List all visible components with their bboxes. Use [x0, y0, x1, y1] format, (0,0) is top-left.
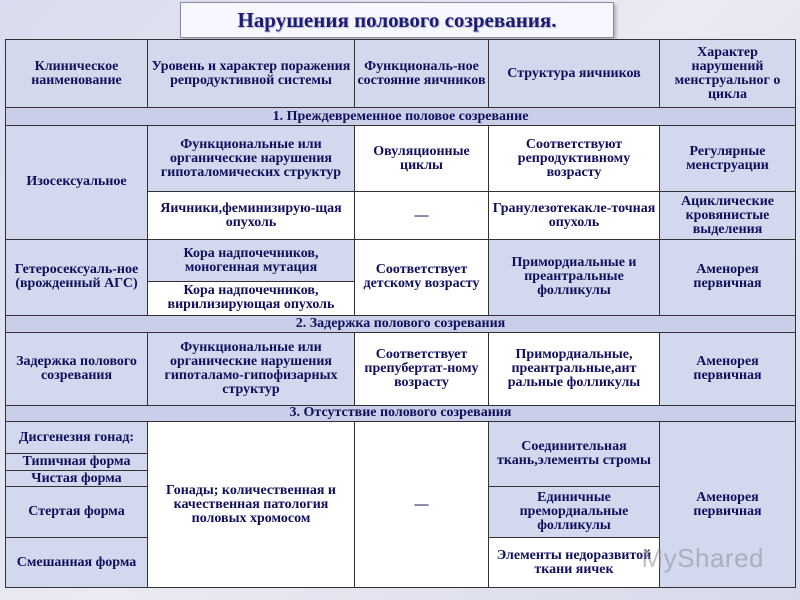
typical-form: Типичная форма: [6, 454, 148, 471]
header-functional-state: Функциональ-ное состояние яичников: [355, 40, 489, 108]
absence-structure-3: Элементы недоразвитой ткани яичек: [489, 538, 660, 588]
header-clinical-name: Клиническое наименование: [6, 40, 148, 108]
isosexual-name: Изосексуальное: [6, 125, 148, 239]
heterosexual-name: Гетеросексуаль-ное (врожденный АГС): [6, 239, 148, 315]
isosexual-structure-1: Соответствуют репродуктивному возрасту: [489, 125, 660, 191]
table-row: [6, 422, 796, 454]
puberty-disorders-table: [5, 39, 796, 588]
table-row: [6, 333, 796, 406]
erased-form: Стертая форма: [6, 487, 148, 538]
absence-function: —: [355, 422, 489, 588]
absence-cycle: Аменорея первичная: [660, 422, 796, 588]
isosexual-cycle-1: Регулярные менструации: [660, 125, 796, 191]
table-row: [6, 125, 796, 191]
heterosexual-function: Соответствует детскому возрасту: [355, 239, 489, 315]
header-ovary-structure: Структура яичников: [489, 40, 660, 108]
isosexual-structure-2: Гранулезотекакле-точная опухоль: [489, 192, 660, 240]
table-row: [6, 239, 796, 281]
pure-form: Чистая форма: [6, 470, 148, 487]
section-delay: 2. Задержка полового созревания: [6, 315, 796, 333]
header-level-character: Уровень и характер поражения репродуктивной системы: [148, 40, 355, 108]
isosexual-level-1: Функциональные или органические нарушения гипоталомических структур: [148, 125, 355, 191]
delay-level: Функциональные или органические нарушения гипоталамо-гипофизарных структур: [148, 333, 355, 406]
header-menstrual-cycle: Характер нарушений менструальног о цикла: [660, 40, 796, 108]
mixed-form: Смешанная форма: [6, 538, 148, 588]
delay-function: Соответствует препубертат-ному возрасту: [355, 333, 489, 406]
isosexual-cycle-2: Ациклические кровянистые выделения: [660, 192, 796, 240]
watermark-text: MyShared: [641, 543, 764, 573]
delay-name: Задержка полового созревания: [6, 333, 148, 406]
delay-structure: Примордиальные, преантральные,ант ральные фолликулы: [489, 333, 660, 406]
isosexual-function-1: Овуляционные циклы: [355, 125, 489, 191]
absence-structure-2: Единичные премордиальные фолликулы: [489, 487, 660, 538]
heterosexual-structure: Примордиальные и преантральные фолликулы: [489, 239, 660, 315]
heterosexual-level-2: Кора надпочечников, вирилизирующая опухоль: [148, 282, 355, 315]
heterosexual-cycle: Аменорея первичная: [660, 239, 796, 315]
absence-level: Гонады; количественная и качественная патология половых хромосом: [148, 422, 355, 588]
absence-structure-1: Соединительная ткань,элементы стромы: [489, 422, 660, 487]
section-absence: 3. Отсутствие полового созревания: [6, 405, 796, 422]
section-premature: 1. Преждевременное половое созревание: [6, 108, 796, 126]
header-row: [6, 40, 796, 108]
isosexual-level-2: Яичники,феминизирую-щая опухоль: [148, 192, 355, 240]
title-box: [180, 2, 614, 38]
heterosexual-level-1: Кора надпочечников, моногенная мутация: [148, 239, 355, 281]
dysgenesis-label: Дисгенезия гонад:: [6, 422, 148, 454]
page-title: Нарушения полового созревания.: [237, 7, 557, 32]
isosexual-function-2: —: [355, 192, 489, 240]
delay-cycle: Аменорея первичная: [660, 333, 796, 406]
